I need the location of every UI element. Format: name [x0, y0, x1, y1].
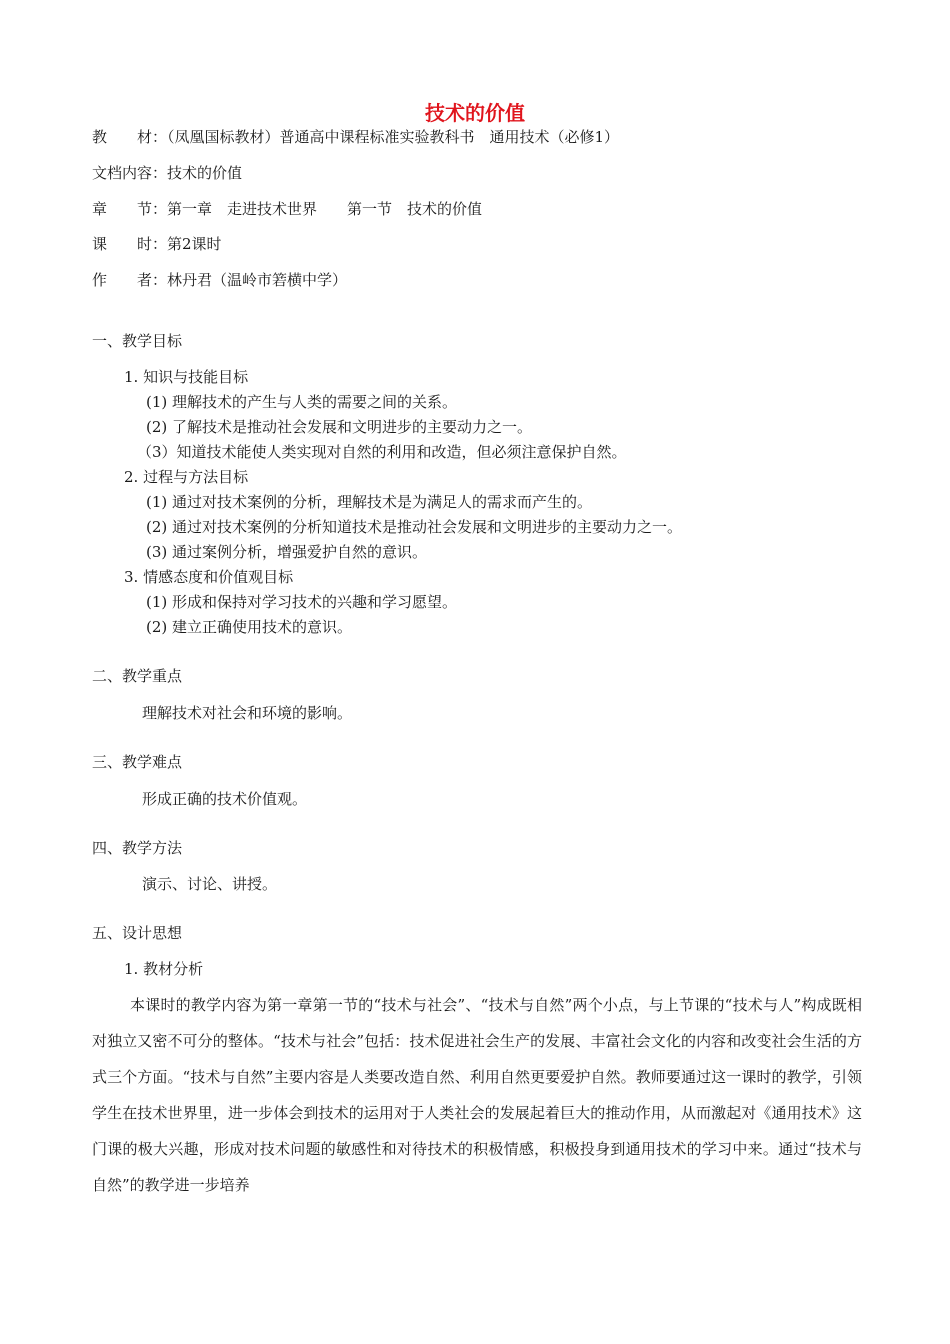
- objective-group-title: 2. 过程与方法目标: [124, 468, 249, 486]
- page-title: 技术的价值: [425, 101, 525, 125]
- meta-textbook: 教 材：（凤凰国标教材）普通高中课程标准实验教科书 通用技术（必修1）: [92, 128, 620, 146]
- section-heading-methods: 四、教学方法: [92, 839, 183, 857]
- objective-item: (1) 形成和保持对学习技术的兴趣和学习愿望。: [146, 593, 458, 611]
- section-heading-design: 五、设计思想: [92, 924, 183, 942]
- objective-item: (2) 通过对技术案例的分析知道技术是推动社会发展和文明进步的主要动力之一。: [146, 518, 683, 536]
- objective-item: (3) 通过案例分析，增强爱护自然的意识。: [146, 543, 428, 561]
- paragraph-text: 本课时的教学内容为第一章第一节的“技术与社会”、“技术与自然”两个小点，与上节课的“技术与人”构成既相对独立又密不可分的整体。“技术与社会”包括：技术促进社会生产的发展、丰富社会文化的内容和改变社会生活的方式三个方面。“技术与自然”主要内容是人类要改造自然、利用自然更要爱护自然。教师要通过这一课时的教学，引领学生在技术世界里，进一步体会到技术的运用对于人类社会的发展起着巨大的推动作用，从而激起对《通用技术》这门课的极大兴趣，形成对技术问题的敏感性和对待技术的积极情感，积极投身到通用技术的学习中来。通过“技术与自然”的教学进一步培养: [92, 996, 862, 1194]
- objective-group-title: 1. 知识与技能目标: [124, 368, 249, 386]
- objective-group-title: 3. 情感态度和价值观目标: [124, 568, 294, 586]
- section-body: 形成正确的技术价值观。: [142, 790, 308, 808]
- objective-item: (2) 建立正确使用技术的意识。: [146, 618, 353, 636]
- section-heading-objectives: 一、教学目标: [92, 332, 183, 350]
- meta-period: 课 时：第2课时: [92, 235, 222, 253]
- section-heading-key-points: 二、教学重点: [92, 667, 183, 685]
- objective-item: (1) 理解技术的产生与人类的需要之间的关系。: [146, 393, 458, 411]
- meta-chapter: 章 节：第一章 走进技术世界 第一节 技术的价值: [92, 200, 483, 218]
- objective-item: (2) 了解技术是推动社会发展和文明进步的主要动力之一。: [146, 418, 533, 436]
- objective-item: （3）知道技术能使人类实现对自然的利用和改造，但必须注意保护自然。: [137, 443, 627, 461]
- section-body: 理解技术对社会和环境的影响。: [142, 704, 353, 722]
- meta-author: 作 者：林丹君（温岭市箬横中学）: [92, 271, 348, 289]
- subsection-title: 1. 教材分析: [124, 960, 204, 978]
- section-body: 演示、讨论、讲授。: [142, 875, 278, 893]
- body-paragraph: [92, 987, 862, 1203]
- meta-content: 文档内容：技术的价值: [92, 164, 243, 182]
- objective-item: (1) 通过对技术案例的分析，理解技术是为满足人的需求而产生的。: [146, 493, 593, 511]
- section-heading-difficulties: 三、教学难点: [92, 753, 183, 771]
